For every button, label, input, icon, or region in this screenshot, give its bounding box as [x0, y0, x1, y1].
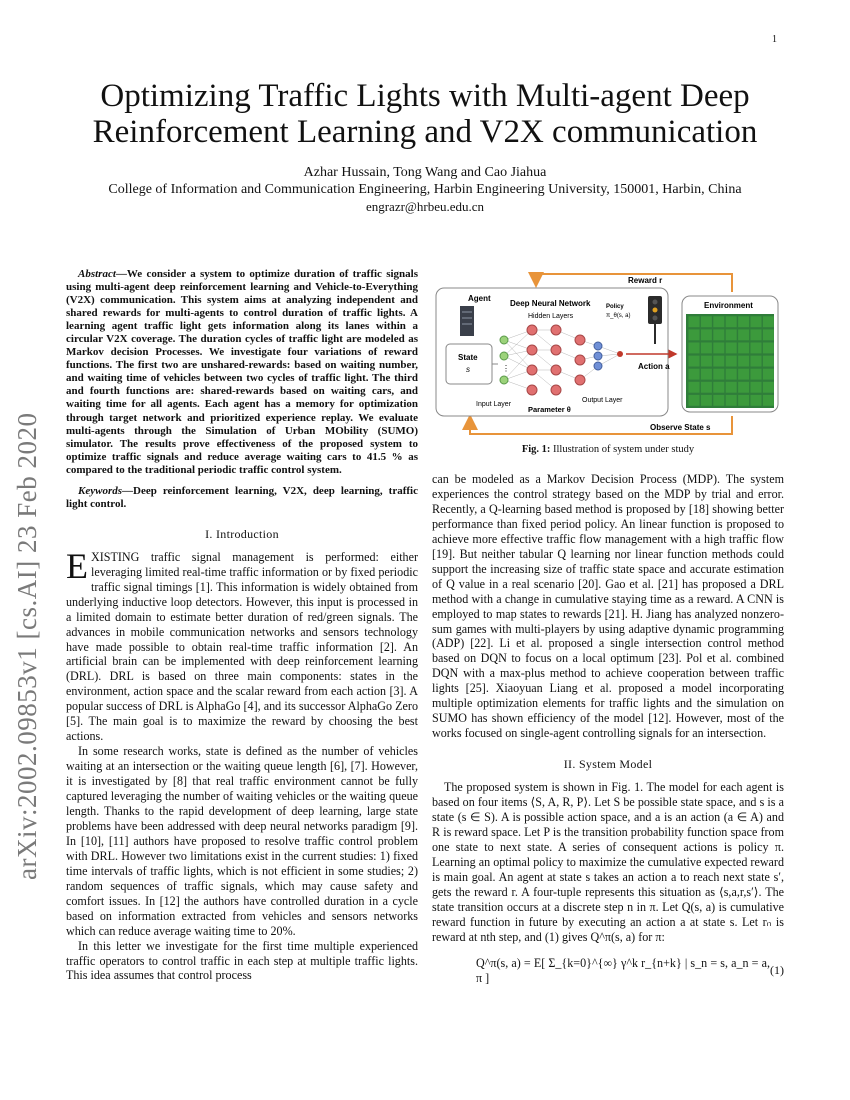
- environment-grid-cell: [763, 343, 774, 354]
- environment-grid-cell: [738, 395, 749, 406]
- environment-grid-cell: [726, 395, 737, 406]
- environment-grid-cell: [738, 329, 749, 340]
- server-icon: [460, 306, 474, 336]
- environment-grid-cell: [751, 369, 762, 380]
- environment-grid-cell: [701, 329, 712, 340]
- environment-label: Environment: [704, 301, 753, 310]
- environment-grid-cell: [726, 329, 737, 340]
- action-label: Action a: [638, 362, 670, 371]
- abstract-text: —We consider a system to optimize duration of traffic signals using multi-agent deep reinforcement learning and Vehicle-to-Everything (V2X) communication. This system aims at analyzing independent and shared rewards for multi-agents to control duration of traffic lights. A learning agent traffic light gets information along its lanes within a circular V2X coverage. The duration cycles of traffic light are modeled as Markov decision Processes. We investigate four variations of reward functions. The first two are unshared-rewards: based on waiting number, and waiting time of vehicles between two cycles of traffic light. The third and fourth functions are: shared-rewards based on waiting cars, and waiting time for all agents. Each agent has a memory for optimization through target network and prioritized experience replay. We evaluate multi-agents through the Simulation of Urban MObility (SUMO) simulator. The results prove effectiveness of the proposed system to optimize traffic signals and reduce average waiting cars to 41.5 % as compared to the traditional periodic traffic control system.: [66, 268, 418, 476]
- environment-grid-cell: [763, 329, 774, 340]
- environment-grid-cell: [738, 356, 749, 367]
- page-number: 1: [772, 34, 777, 45]
- environment-grid-cell: [689, 356, 700, 367]
- policy-symbol: π_θ(s, a): [606, 313, 631, 319]
- environment-grid-cell: [689, 316, 700, 327]
- environment-grid-cell: [689, 369, 700, 380]
- dnn-label: Deep Neural Network: [510, 299, 591, 308]
- environment-grid-cell: [763, 382, 774, 393]
- abstract-label: Abstract: [78, 268, 116, 280]
- arxiv-stamp[interactable]: arXiv:2002.09853v1 [cs.AI] 23 Feb 2020: [12, 412, 42, 880]
- environment-grid-cell: [751, 343, 762, 354]
- environment-grid-cell: [738, 343, 749, 354]
- environment-grid-cell: [726, 343, 737, 354]
- environment-grid-cell: [738, 316, 749, 327]
- observe-label: Observe State s: [650, 423, 711, 432]
- policy-output-node: [617, 351, 623, 357]
- authors: Azhar Hussain, Tong Wang and Cao Jiahua: [303, 165, 547, 180]
- environment-grid-cell: [751, 382, 762, 393]
- section-heading-system-model: II. System Model: [563, 757, 653, 772]
- environment-grid-cell: [713, 369, 724, 380]
- output-layer-nodes: [594, 342, 602, 370]
- figure-caption-label: Fig. 1:: [521, 444, 551, 455]
- environment-grid-cell: [751, 395, 762, 406]
- agent-label: Agent: [468, 294, 491, 303]
- environment-grid-cell: [713, 343, 724, 354]
- figure-caption-text: Illustration of system under study: [550, 444, 695, 455]
- intro-paragraph-2: In some research works, state is defined as the number of vehicles waiting at an intersection or the waiting queue length [6], [7]. However, it is investigated by [8] that real traffic environment cannot be fully captured leveraging the number of waiting vehicles or the waiting queue length. Thanks to the rapid development of deep learning, large state problems have been addressed with deep neural networks paradigm [9]. In [10], [11] authors have proposed to resolve traffic control problem with DRL. However two limitations exist in the current studies: 1) fixed time intervals of traffic lights, which is not efficient in some studies; 2) random sequences of traffic signals, which may cause safety and comfort issues. In [12] the authors have controlled duration in a cycle based on information extracted from vehicles and sensors networks which can reduce average waiting time to 20%.: [66, 744, 418, 938]
- equation-1-number: (1): [770, 963, 784, 978]
- left-column: [66, 268, 418, 983]
- environment-grid-cell: [751, 316, 762, 327]
- right-paragraph-1: can be modeled as a Markov Decision Process (MDP). The system experiences the control strategy based on the MDP by trial and error. Recently, a Q-learning based method is proposed by [18] showing better performance than fixed period policy. An linear function is proposed to achieve more effective traffic flow management with a high traffic flow [19]. But neither tabular Q learning nor linear function methods could support the increasing size of traffic state space and accurate estimation of Q value in a real scenario [20]. Gao et al. [21] has proposed a DRL method with a change in cumulative staying time as a reward. A CNN is employed to map states to rewards [21]. H. Jiang has analyzed nonzero-sum games with multi-players by using adaptive dynamic programming (ADP) [22]. Li et al. proposed a single intersection control method based on DQN to focus on a local optimum [23]. Pol et al. combined DQN with a max-plus method to achieve cooperation between traffic lights [25]. Xiaoyuan Liang et al. proposed a model incorporating multiple optimization elements for traffic lights and the simulation on SUMO has shown efficiency of the model [12]. However, most of the works focused on single-agent controlling signals for an intersection.: [432, 472, 784, 741]
- abstract: [66, 268, 418, 477]
- hidden-layers-label: Hidden Layers: [528, 313, 574, 320]
- environment-grid-cell: [751, 329, 762, 340]
- policy-label: Policy: [606, 304, 624, 310]
- environment-grid-cell: [701, 382, 712, 393]
- environment-grid-cell: [713, 395, 724, 406]
- environment-grid-cell: [713, 356, 724, 367]
- environment-grid-cell: [738, 369, 749, 380]
- svg-text:⋮: ⋮: [502, 364, 510, 373]
- environment-grid-cell: [763, 316, 774, 327]
- paper-title: [60, 78, 790, 150]
- intro-paragraph-1: [66, 545, 418, 744]
- state-box: [446, 344, 492, 384]
- environment-grid-cell: [763, 356, 774, 367]
- environment-grid-cell: [701, 343, 712, 354]
- email[interactable]: engrazr@hrbeu.edu.cn: [365, 199, 485, 214]
- figure-caption: [432, 444, 784, 455]
- environment-grid-cell: [713, 316, 724, 327]
- environment-grid-cell: [726, 369, 737, 380]
- system-model-paragraph-1: The proposed system is shown in Fig. 1. The model for each agent is based on four items ⟨S, A, R, P⟩. Let S be possible state space, and s is a state (s ∈ S). A is possible action space, and a is an action (a ∈ A) and R is reward space. Let P is the transition probability function space from one state to next state. A series of consequent actions is policy π. Learning an optimal policy to maximize the cumulative expected reward is main goal. An agent at state s takes an action a to reach next state s′, gets the reward r. A four-tuple represents this situation as ⟨s,a,r,s′⟩. The state transition occurs at a discrete step n in π. Let Q(s, a) is cumulative reward function in future by executing an action a at state s. Let rₙ is reward at nth step, and (1) gives Q^π(s, a) for π:: [432, 780, 784, 944]
- environment-grid-cell: [689, 382, 700, 393]
- environment-grid-cell: [738, 382, 749, 393]
- input-layer-label: Input Layer: [476, 401, 512, 408]
- right-column: [432, 472, 784, 991]
- environment-grid-cell: [726, 382, 737, 393]
- keywords-label: Keywords: [78, 484, 122, 497]
- equation-1-body: Q^π(s, a) = E[ Σ_{k=0}^{∞} γ^k r_{n+k} | s_n = s, a_n = a, π ]: [476, 955, 770, 985]
- intro-paragraph-3: In this letter we investigate for the first time multiple experienced traffic operators to control traffic in each step at multiple traffic lights. This idea assumes that control process: [66, 938, 418, 983]
- equation-1: [432, 951, 784, 991]
- environment-grid-cell: [689, 343, 700, 354]
- output-layer-label: Output Layer: [582, 397, 623, 404]
- environment-grid-cell: [713, 329, 724, 340]
- figure-1: [432, 268, 784, 440]
- environment-grid-cell: [726, 316, 737, 327]
- affiliation: College of Information and Communication Engineering, Harbin Engineering University, 150001, Harbin, China: [108, 182, 742, 197]
- environment-grid-cell: [701, 395, 712, 406]
- environment-grid-cell: [689, 329, 700, 340]
- environment-grid-cell: [701, 316, 712, 327]
- state-label: State: [458, 353, 478, 362]
- title-line-1: Optimizing Traffic Lights with Multi-agent Deep: [100, 78, 750, 114]
- state-symbol: s: [466, 365, 470, 374]
- keywords: [66, 485, 418, 511]
- environment-grid-cell: [726, 356, 737, 367]
- title-line-2: Reinforcement Learning and V2X communication: [92, 114, 758, 150]
- drop-cap: E: [66, 545, 88, 586]
- reward-label: Reward r: [628, 276, 663, 285]
- environment-grid-cell: [689, 395, 700, 406]
- environment-grid: [686, 314, 774, 408]
- system-diagram: [432, 268, 784, 440]
- environment-grid-cell: [701, 356, 712, 367]
- keywords-text: —Deep reinforcement learning, V2X, deep learning, traffic light control.: [66, 484, 418, 510]
- environment-grid-cell: [713, 382, 724, 393]
- environment-grid-cell: [751, 356, 762, 367]
- environment-grid-cell: [763, 395, 774, 406]
- intro-paragraph-1-text: XISTING traffic signal management is performed: either leveraging limited real-time traffic information or by fixed periodic traffic signal timings [1]. This information is widely obtained from underlying inductive loop detectors. However, this input is processed in a limited domain to estimate better duration of red/green signals. The advances in mobile communication networks and sensors technology have made possible to obtain real-time traffic information [2]. An artificial brain can be implemented with deep reinforcement learning (DRL). DRL is based on three main components: states in the environment, action space and the scalar reward from each action [3]. A popular success of DRL is AlphaGo [4], and its successor AlphaGo Zero [5]. The main goal is to maximize the reward by choosing the best actions.: [66, 549, 418, 744]
- section-heading-introduction: I. Introduction: [205, 526, 279, 541]
- parameter-label: Parameter θ: [528, 405, 571, 414]
- environment-grid-cell: [701, 369, 712, 380]
- environment-grid-cell: [763, 369, 774, 380]
